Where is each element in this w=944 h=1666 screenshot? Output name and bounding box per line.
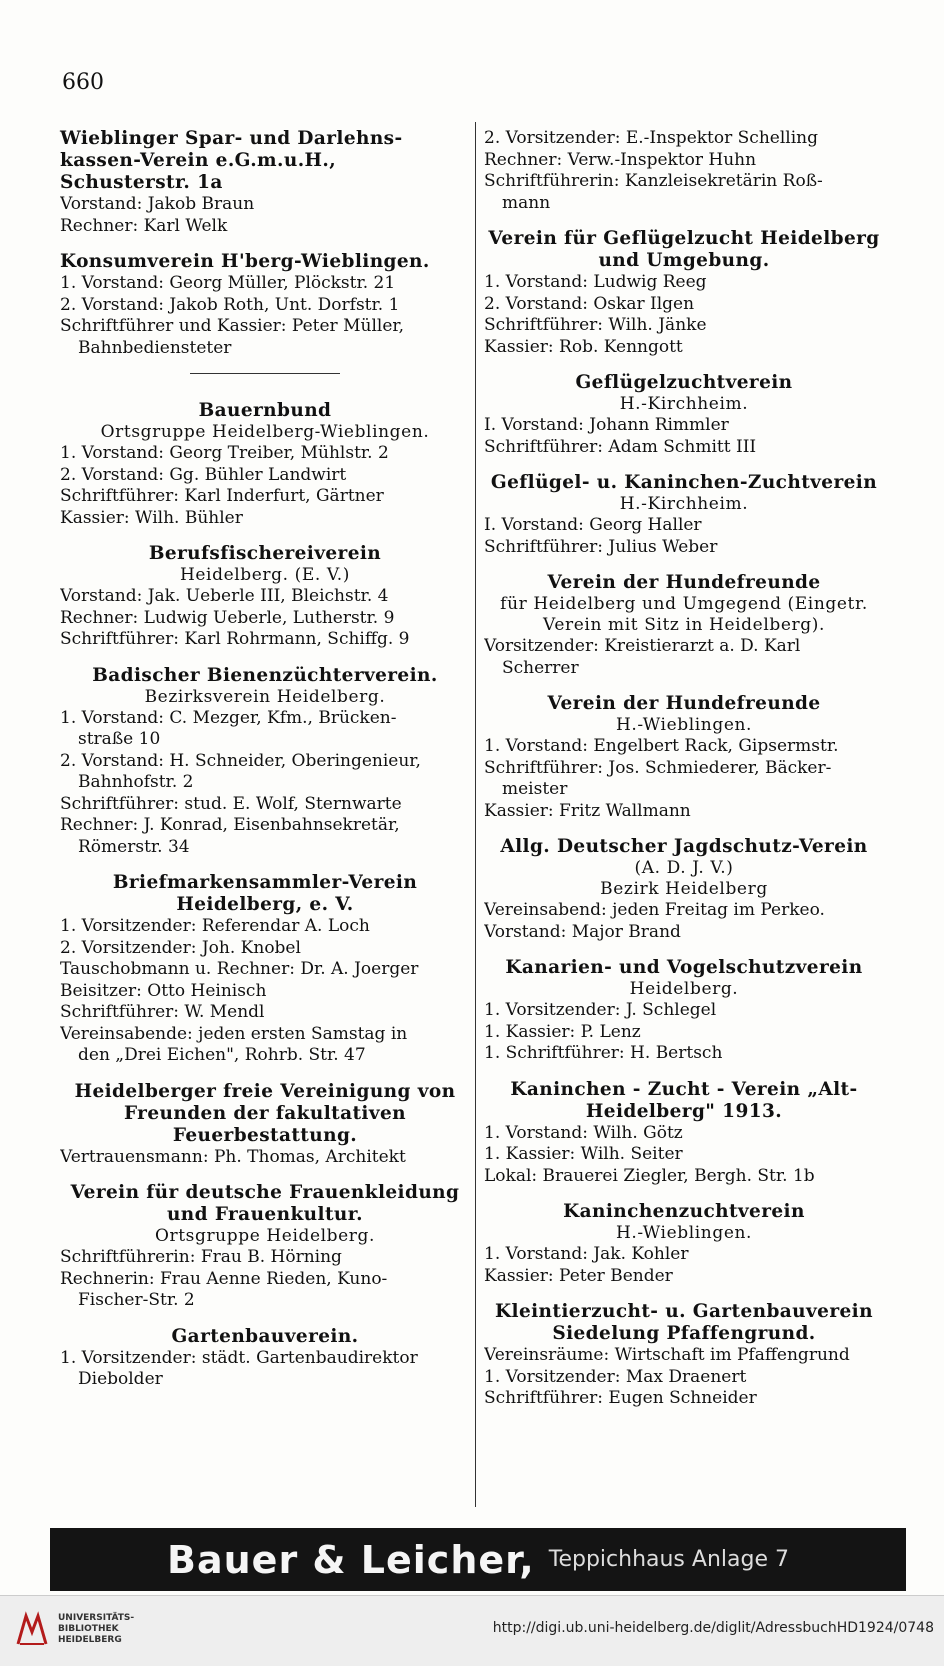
entry-line: Bahnbediensteter bbox=[78, 337, 232, 358]
entry-line: 2. Vorstand: H. Schneider, Oberingenieur, bbox=[60, 750, 421, 771]
entry-line: Beisitzer: Otto Heinisch bbox=[60, 980, 267, 1001]
entry-heading: Geflügelzuchtverein bbox=[575, 372, 793, 393]
entry-line: Bahnhofstr. 2 bbox=[78, 772, 194, 792]
entry-heading: Konsumverein H'berg-Wieblingen. bbox=[60, 251, 430, 272]
entry-line: Vorstand: Jak. Ueberle III, Bleichstr. 4 bbox=[60, 586, 389, 606]
footer-bar bbox=[0, 1595, 944, 1666]
directory-entry bbox=[60, 400, 470, 529]
entry-heading: Geflügel- u. Kaninchen-Zuchtverein bbox=[490, 472, 878, 493]
entry-line: Schriftführerin: Kanzleisekretärin Roß- bbox=[484, 171, 823, 191]
entry-line: den „Drei Eichen", Rohrb. Str. 47 bbox=[78, 1045, 366, 1065]
directory-entry bbox=[484, 836, 884, 943]
directory-entry bbox=[60, 665, 470, 859]
entry-line: 1. Vorstand: Georg Müller, Plöckstr. 21 bbox=[60, 273, 396, 293]
library-name-line: BIBLIOTHEK bbox=[58, 1624, 119, 1634]
entry-line: Vorstand: Major Brand bbox=[484, 921, 681, 942]
entry-subheading: H.-Wieblingen. bbox=[615, 715, 753, 735]
entry-line: 1. Kassier: P. Lenz bbox=[484, 1021, 641, 1042]
entry-line: 2. Vorstand: Jakob Roth, Unt. Dorfstr. 1 bbox=[60, 294, 400, 315]
entry-line: 1. Vorstand: Georg Treiber, Mühlstr. 2 bbox=[60, 443, 389, 463]
entry-line: 1. Kassier: Wilh. Seiter bbox=[484, 1144, 683, 1164]
directory-entry bbox=[60, 1326, 470, 1391]
directory-entry bbox=[484, 228, 884, 358]
entry-line: Schriftführer: W. Mendl bbox=[60, 1002, 265, 1022]
entry-heading: Verein für Geflügelzucht Heidelberg und Umgebung. bbox=[488, 228, 880, 271]
entry-subheading: Ortsgruppe Heidelberg. bbox=[154, 1226, 376, 1246]
entry-line: Schriftführer: Karl Rohrmann, Schiffg. 9 bbox=[60, 629, 410, 649]
entry-subheading: H.-Kirchheim. bbox=[619, 494, 749, 514]
entry-subheading: Heidelberg. bbox=[629, 979, 739, 999]
entry-line: Kassier: Wilh. Bühler bbox=[60, 507, 243, 528]
entry-line: mann bbox=[502, 192, 551, 213]
entry-line: 1. Vorstand: C. Mezger, Kfm., Brücken- bbox=[60, 707, 397, 728]
directory-entry bbox=[60, 128, 470, 237]
entry-line: I. Vorstand: Georg Haller bbox=[484, 515, 702, 535]
entry-line: Schriftführerin: Frau B. Hörning bbox=[60, 1247, 342, 1267]
entry-line: Rechner: J. Konrad, Eisenbahnsekretär, bbox=[60, 815, 400, 835]
entry-heading: Kaninchenzuchtverein bbox=[563, 1201, 805, 1222]
library-name bbox=[58, 1613, 134, 1646]
directory-entry bbox=[484, 372, 884, 458]
entry-line: 1. Vorstand: Engelbert Rack, Gipsermstr. bbox=[484, 736, 839, 756]
entry-subheading: Heidelberg. (E. V.) bbox=[179, 565, 351, 585]
entry-line: Lokal: Brauerei Ziegler, Bergh. Str. 1b bbox=[484, 1165, 815, 1186]
column-divider bbox=[475, 122, 476, 1507]
directory-entry bbox=[60, 1081, 470, 1169]
entry-heading: Verein für deutsche Frauenkleidung und Frauenkultur. bbox=[70, 1182, 460, 1225]
entry-heading: Verein der Hundefreunde bbox=[547, 693, 821, 714]
entry-heading: Bauernbund bbox=[198, 400, 332, 421]
entry-line: Schriftführer: stud. E. Wolf, Sternwarte bbox=[60, 793, 402, 814]
entry-line: 1. Vorsitzender: Max Draenert bbox=[484, 1366, 747, 1387]
entry-subheading: Verein mit Sitz in Heidelberg). bbox=[543, 615, 825, 635]
entry-line: Kassier: Fritz Wallmann bbox=[484, 800, 691, 821]
entry-line: Vereinsabend: jeden Freitag im Perkeo. bbox=[484, 900, 825, 920]
entry-line: Fischer-Str. 2 bbox=[78, 1290, 195, 1310]
entry-line: Vorstand: Jakob Braun bbox=[60, 194, 255, 214]
entry-heading: Verein der Hundefreunde bbox=[547, 572, 821, 593]
entry-line: 2. Vorsitzender: Joh. Knobel bbox=[60, 937, 301, 958]
directory-entry bbox=[484, 957, 884, 1065]
entry-line: 1. Vorstand: Wilh. Götz bbox=[484, 1122, 683, 1143]
entry-subheading: Bezirk Heidelberg bbox=[600, 879, 768, 899]
entry-subheading: Bezirksverein Heidelberg. bbox=[144, 686, 386, 707]
entry-line: 1. Vorsitzender: städt. Gartenbaudirektor bbox=[60, 1347, 418, 1368]
banner-main-text: Bauer & Leicher, bbox=[167, 1537, 535, 1582]
entry-line: Scherrer bbox=[502, 657, 579, 678]
source-url-link[interactable]: http://digi.ub.uni-heidelberg.de/diglit/AdressbuchHD1924/0748 bbox=[492, 1620, 934, 1636]
entry-line: Vereinsabende: jeden ersten Samstag in bbox=[60, 1023, 408, 1044]
entry-line: Rechnerin: Frau Aenne Rieden, Kuno- bbox=[60, 1268, 388, 1289]
entry-line: Schriftführer: Jos. Schmiederer, Bäcker- bbox=[484, 757, 832, 778]
entry-heading: Berufsfischereiverein bbox=[148, 543, 382, 564]
entry-line: 2. Vorsitzender: E.-Inspektor Schelling bbox=[484, 128, 818, 148]
directory-entry bbox=[484, 572, 884, 679]
entry-heading: Allg. Deutscher Jagdschutz-Verein bbox=[500, 836, 868, 857]
directory-entry bbox=[484, 693, 884, 822]
entry-heading: Gartenbauverein. bbox=[171, 1325, 359, 1347]
entry-line: Kassier: Peter Bender bbox=[484, 1265, 673, 1286]
directory-entry bbox=[60, 251, 470, 359]
entry-line: Schriftführer: Eugen Schneider bbox=[484, 1388, 757, 1408]
entry-heading: Kaninchen - Zucht - Verein „Alt-Heidelberg" 1913. bbox=[510, 1078, 858, 1122]
entry-line: 1. Schriftführer: H. Bertsch bbox=[484, 1043, 723, 1063]
directory-entry bbox=[60, 1182, 470, 1312]
entry-line: Schriftführer: Julius Weber bbox=[484, 536, 718, 557]
entry-line: straße 10 bbox=[78, 729, 161, 749]
entry-line: Rechner: Verw.-Inspektor Huhn bbox=[484, 149, 757, 170]
entry-line: 2. Vorstand: Oskar Ilgen bbox=[484, 293, 695, 314]
entry-heading: Heidelberger freie Vereinigung von Freunden der fakultativen Feuerbestattung. bbox=[74, 1080, 456, 1146]
entry-line: Diebolder bbox=[78, 1369, 163, 1389]
entry-subheading: H.-Kirchheim. bbox=[619, 394, 749, 414]
entry-heading: Badischer Bienenzüchterverein. bbox=[92, 664, 438, 686]
entry-subheading: H.-Wieblingen. bbox=[615, 1223, 753, 1243]
entry-line: Schriftführer: Wilh. Jänke bbox=[484, 315, 707, 335]
entry-line: 1. Vorsitzender: Referendar A. Loch bbox=[60, 916, 370, 936]
directory-entry bbox=[484, 128, 884, 214]
entry-line: Römerstr. 34 bbox=[78, 836, 190, 857]
directory-entry bbox=[60, 872, 470, 1067]
library-name-line: HEIDELBERG bbox=[58, 1635, 122, 1645]
entry-line: 1. Vorsitzender: J. Schlegel bbox=[484, 1000, 717, 1020]
entry-line: 1. Vorstand: Jak. Kohler bbox=[484, 1244, 689, 1264]
directory-entry bbox=[484, 1079, 884, 1188]
directory-entry bbox=[484, 1201, 884, 1287]
entry-heading: Kleintierzucht- u. Gartenbauverein Siedelung Pfaffengrund. bbox=[495, 1301, 873, 1344]
entry-line: meister bbox=[502, 779, 568, 799]
entry-line: Vereinsräume: Wirtschaft im Pfaffengrund bbox=[484, 1345, 850, 1365]
entry-heading: Wieblinger Spar- und Darlehns-kassen-Verein e.G.m.u.H., Schusterstr. 1a bbox=[60, 128, 403, 193]
page-number: 660 bbox=[62, 70, 104, 95]
entry-line: Vorsitzender: Kreistierarzt a. D. Karl bbox=[484, 636, 801, 656]
advertisement-banner bbox=[50, 1528, 906, 1591]
left-column bbox=[60, 128, 470, 1405]
entry-line: 1. Vorstand: Ludwig Reeg bbox=[484, 272, 707, 292]
entry-line: 2. Vorstand: Gg. Bühler Landwirt bbox=[60, 464, 347, 485]
entry-line: Schriftführer und Kassier: Peter Müller, bbox=[60, 316, 405, 336]
entry-subheading: für Heidelberg und Umgegend (Eingetr. bbox=[500, 594, 868, 614]
entry-line: Rechner: Karl Welk bbox=[60, 215, 228, 236]
directory-entry bbox=[60, 543, 470, 651]
entry-line: Vertrauensmann: Ph. Thomas, Architekt bbox=[60, 1146, 406, 1167]
entry-line: I. Vorstand: Johann Rimmler bbox=[484, 415, 729, 435]
university-logo-icon bbox=[12, 1610, 52, 1650]
right-column bbox=[484, 128, 884, 1424]
banner-sub-text: Teppichhaus Anlage 7 bbox=[548, 1547, 789, 1572]
section-rule bbox=[190, 373, 340, 374]
directory-entry bbox=[484, 1301, 884, 1410]
entry-heading: Briefmarkensammler-Verein Heidelberg, e. V. bbox=[112, 872, 418, 915]
entry-line: Schriftführer: Adam Schmitt III bbox=[484, 436, 757, 457]
entry-line: Tauschobmann u. Rechner: Dr. A. Joerger bbox=[60, 959, 419, 979]
entry-subheading: Ortsgruppe Heidelberg-Wieblingen. bbox=[100, 422, 430, 442]
library-name-line: UNIVERSITÄTS- bbox=[58, 1613, 135, 1623]
entry-subheading: (A. D. J. V.) bbox=[634, 858, 734, 878]
entry-line: Schriftführer: Karl Inderfurt, Gärtner bbox=[60, 486, 384, 506]
entry-line: Rechner: Ludwig Ueberle, Lutherstr. 9 bbox=[60, 607, 395, 628]
entry-heading: Kanarien- und Vogelschutzverein bbox=[505, 957, 863, 978]
entry-line: Kassier: Rob. Kenngott bbox=[484, 336, 683, 357]
directory-entry bbox=[484, 472, 884, 558]
